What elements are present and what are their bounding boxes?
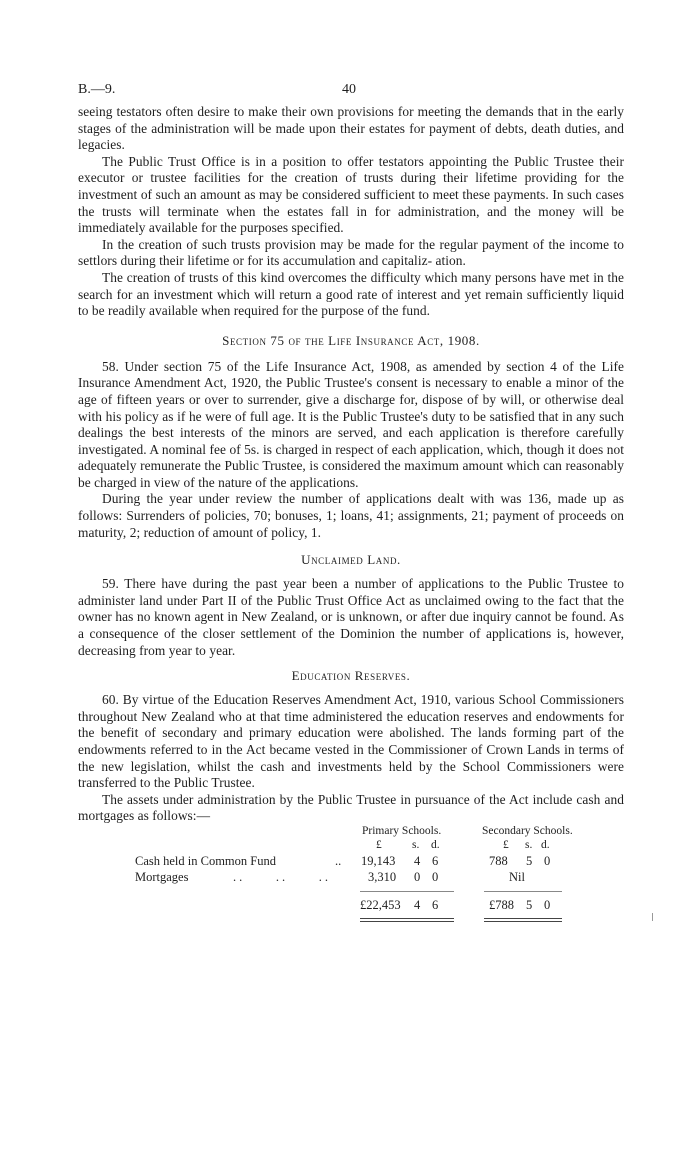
cash-primary-pence: 6 [432,853,439,868]
paragraph-trust-facilities: The Public Trust Office is in a position to offer testators appointing the Public Trustee their executor or trustee facilities for the creation of trusts during their lifetime providing for the investment of such an amount as may be considered sufficient to meet these payments. In such cases the trusts will terminate when the estates fall in for administration, and the money will be immediately available for the purposes specified. [78,153,624,236]
paragraph-trust-income: In the creation of such trusts provision may be made for the regular payment of the income to settlors during their lifetime or for its accumulation and capitaliz- ation. [78,236,624,269]
total-double-rule-secondary-top [484,918,562,919]
unit-pence-secondary: d. [541,838,550,851]
section-heading-life-insurance: Section 75 of the Life Insurance Act, 1908. [222,332,480,348]
total-primary-pence: 6 [432,897,439,912]
total-double-rule-primary-top [360,918,454,919]
column-header-secondary: Secondary Schools. [482,824,573,837]
row-label-mortgages: Mortgages [135,869,189,884]
paragraph-58: 58. Under section 75 of the Life Insurance Act, 1908, as amended by section 4 of the Life Insurance Amendment Act, 1920, the Public Trustee's consent is necessary to enable a minor of the age of fifteen years or over to surrender, give a discharge for, dispose of by will, or otherwise deal with his policy as if he were of full age. It is the Public Trustee's duty to be satisfied that in any such dealings the best interests of the minors are served, and each application is therefore carefully investigated. A nominal fee of 5s. is charged in respect of each application, which, though it does not adequately remunerate the Public Trustee, is considered the maximum amount which can reasonably be charged in view of the nature of the applications. [78,358,624,490]
total-secondary-pounds: £788 [489,897,514,912]
mortgages-primary-pence: 0 [432,869,439,884]
paragraph-continuation: seeing testators often desire to make their own provisions for meeting the demands that in the early stages of the administration will be made upon their estates for payment of debts, death duties, and legacies. [78,104,624,153]
row-leader-mortgages: .. .. .. [233,869,331,884]
column-header-primary: Primary Schools. [362,824,442,837]
paragraph-60: 60. By virtue of the Education Reserves Amendment Act, 1910, various School Commissioners throughout New Zealand who at that time administered the education reserves and endowments for the benefit of secondary and primary education were abolished. The lands forming part of the endowments referred to in the Act became vested in the Commissioner of Crown Lands in terms of the new legislation, whilst the cash and investments held by the School Commissioners were transferred to the Public Trustee. [78,692,624,791]
paragraph-applications-review: During the year under review the number of applications dealt with was 136, made up as follows: Surrenders of policies, 70; bonuses, 1; loans, 41; assignments, 21; payment of proceeds on maturity, 2; reduction of amount of policy, 1. [78,491,624,540]
page-header [78,82,624,104]
total-double-rule-secondary-bottom [484,921,562,922]
cash-primary-shillings: 4 [414,853,421,868]
subtotal-rule-secondary [484,891,562,892]
unit-pound-primary: £ [376,838,382,851]
cash-secondary-pence: 0 [544,853,551,868]
mortgages-primary-shillings: 0 [414,869,421,884]
unit-shillings-secondary: s. [525,838,533,851]
section-heading-unclaimed-land: Unclaimed Land. [301,552,401,568]
page-number: 40 [342,82,356,97]
margin-mark [652,913,653,921]
cash-primary-pounds: 19,143 [361,853,396,868]
assets-table [78,825,624,975]
total-secondary-shillings: 5 [526,897,533,912]
paragraph-59: 59. There have during the past year been a number of applications to the Public Trustee to administer land under Part II of the Public Trust Office Act as unclaimed owing to the fact that the owner has no known agent in New Zealand, or is unknown, or after due inquiry cannot be found. As a consequence of the closer settlement of the Dominion the number of applications is, however, decreasing from year to year. [78,576,624,658]
unit-pound-secondary: £ [503,838,509,851]
document-reference: B.—9. [78,82,116,97]
mortgages-primary-pounds: 3,310 [368,869,397,884]
cash-secondary-pounds: 788 [489,853,508,868]
section-heading-education-reserves: Education Reserves. [291,668,411,684]
total-secondary-pence: 0 [544,897,551,912]
row-label-cash: Cash held in Common Fund [135,853,276,868]
unit-shillings-primary: s. [412,838,420,851]
paragraph-trust-difficulty: The creation of trusts of this kind overcomes the difficulty which many persons have met in the search for an investment which will return a good rate of interest and yet remain sufficiently liquid to be readily available when required for the purpose of the fund. [78,269,624,319]
mortgages-secondary-nil: Nil [509,869,525,884]
total-primary-shillings: 4 [414,897,421,912]
subtotal-rule-primary [360,891,454,892]
unit-pence-primary: d. [431,838,440,851]
row-leader-cash: .. [335,853,342,868]
total-primary-pounds: £22,453 [360,897,401,912]
total-double-rule-primary-bottom [360,921,454,922]
paragraph-assets-intro: The assets under administration by the Public Trustee in pursuance of the Act include cash and mortgages as follows:— [78,791,624,824]
cash-secondary-shillings: 5 [526,853,533,868]
document-page [78,82,624,975]
